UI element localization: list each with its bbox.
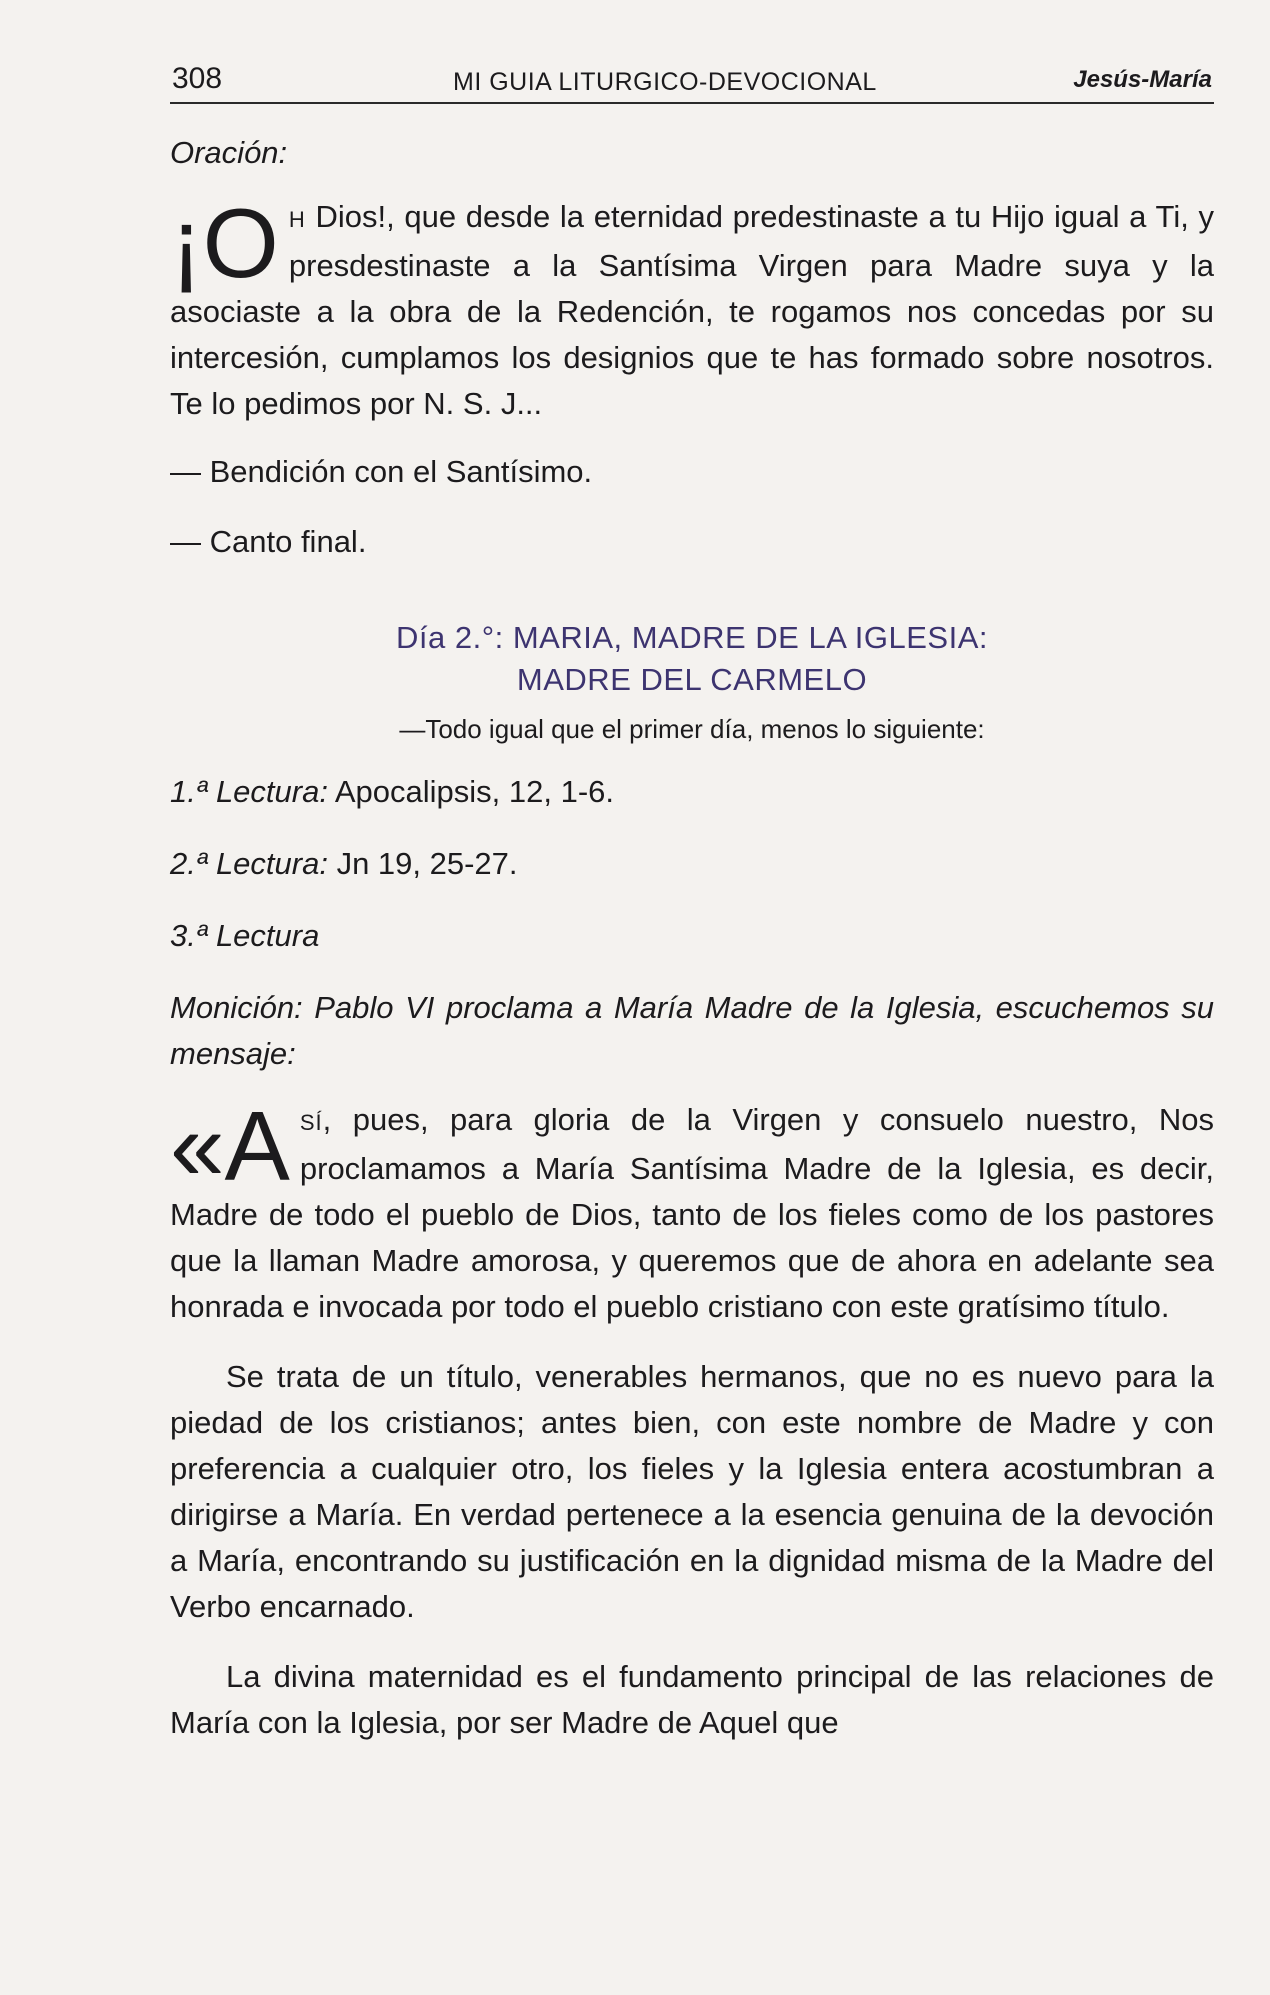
running-title: MI GUIA LITURGICO-DEVOCIONAL <box>453 68 877 96</box>
small-caps: H <box>288 207 306 232</box>
drop-cap: ¡O <box>170 188 279 298</box>
day-title-line2: MADRE DEL CARMELO <box>516 662 868 697</box>
dash-item-song: — Canto final. <box>170 524 367 559</box>
quote-body: , pues, para gloria de la Virgen y consuelo nuestro, Nos proclamamos a María Santísima Madre de la Iglesia, es decir, Madre de todo el pueblo de Dios, tanto de los fieles como de los pastores que la llaman Madre amorosa, y queremos que de ahora en adelante sea honrada e invocada por todo el pueblo cristiano con este gratísimo título. <box>170 1102 1214 1324</box>
page-header <box>170 58 1214 104</box>
monicion: Monición: Pablo VI proclama a María Madre de la Iglesia, escuchemos su mensaje: <box>170 990 1214 1071</box>
drop-cap: «A <box>170 1091 290 1201</box>
prayer-heading: Oración: <box>170 135 288 170</box>
reading-ref: Apocalipsis, 12, 1-6. <box>327 774 615 809</box>
reading-second <box>170 841 1214 887</box>
day-note: —Todo igual que el primer día, menos lo siguiente: <box>399 714 985 744</box>
prayer-body: Dios!, que desde la eternidad predestinaste a tu Hijo igual a Ti, y presdestinaste a la Santísima Virgen para Madre suya y la asociaste a la obra de la Redención, te rogamos nos concedas por su intercesión, cumplamos los designios que te has formado sobre nosotros. Te lo pedimos por N. S. J... <box>170 199 1214 421</box>
prayer-text <box>170 188 1214 427</box>
header-rule <box>170 102 1214 104</box>
running-section: Jesús-María <box>1073 66 1212 93</box>
reading-label: 2.ª Lectura: <box>170 846 328 881</box>
dash-item-blessing: — Bendición con el Santísimo. <box>170 454 593 489</box>
quote-text <box>170 1091 1214 1330</box>
page-body <box>170 130 1214 1746</box>
small-caps: SÍ <box>299 1110 323 1135</box>
day-heading <box>170 617 1214 701</box>
day-title-line1: Día 2.°: MARIA, MADRE DE LA IGLESIA: <box>395 620 988 655</box>
page-number: 308 <box>172 62 223 95</box>
reading-label: 3.ª Lectura <box>170 918 320 953</box>
reading-ref: Jn 19, 25-27. <box>327 846 518 881</box>
paragraph: Se trata de un título, venerables hermanos, que no es nuevo para la piedad de los cristianos; antes bien, con este nombre de Madre y con preferencia a cualquier otro, los fieles y la Iglesia entera acostumbran a dirigirse a María. En verdad pertenece a la esencia genuina de la devoción a María, encontrando su justificación en la dignidad misma de la Madre del Verbo encarnado. <box>170 1359 1214 1624</box>
reading-label: 1.ª Lectura: <box>170 774 328 809</box>
reading-first <box>170 769 1214 815</box>
paragraph: La divina maternidad es el fundamento principal de las relaciones de María con la Iglesia, por ser Madre de Aquel que <box>170 1659 1214 1740</box>
reading-third <box>170 913 1214 959</box>
